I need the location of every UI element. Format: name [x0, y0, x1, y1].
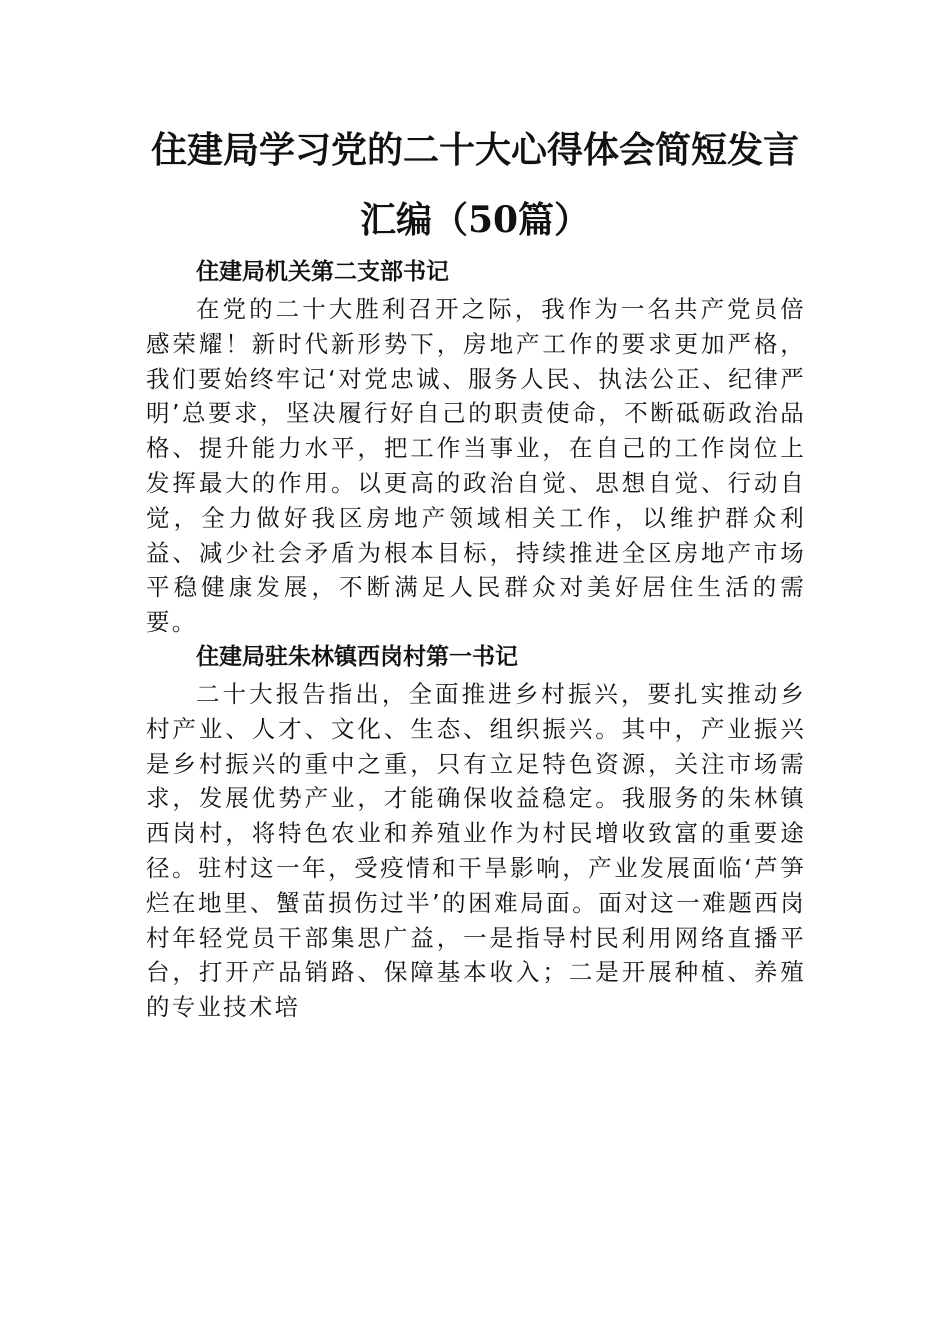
section-body-2: 二十大报告指出，全面推进乡村振兴，要扎实推动乡村产业、人才、文化、生态、组织振兴。其中，产业振兴是乡村振兴的重中之重，只有立足特色资源，关注市场需求，发展优势产业，才能确保收益稳定。我服务的朱林镇西岗村，将特色农业和养殖业作为村民增收致富的重要途径。驻村这一年，受疫情和干旱影响，产业发展面临‘芦笋烂在地里、蟹苗损伤过半’的困难局面。面对这一难题西岗村年轻党员干部集思广益，一是指导村民利用网络直播平台，打开产品销路、保障基本收入；二是开展种植、养殖的专业技术培: [146, 680, 806, 1022]
document-title-line-1: 住建局学习党的二十大心得体会简短发言: [150, 129, 799, 171]
document-title-line-2: 汇编（50篇）: [359, 199, 591, 241]
section-heading-2: 住建局驻朱林镇西岗村第一书记: [196, 644, 518, 670]
section-body-1: 在党的二十大胜利召开之际，我作为一名共产党员倍感荣耀！新时代新形势下，房地产工作的要求更加严格，我们要始终牢记‘对党忠诚、服务人民、执法公正、纪律严明’总要求，坚决履行好自己的职责使命，不断砥砺政治品格、提升能力水平，把工作当事业，在自己的工作岗位上发挥最大的作用。以更高的政治自觉、思想自觉、行动自觉，全力做好我区房地产领域相关工作，以维护群众利益、减少社会矛盾为根本目标，持续推进全区房地产市场平稳健康发展，不断满足人民群众对美好居住生活的需要。: [146, 295, 806, 637]
section-heading-1: 住建局机关第二支部书记: [196, 259, 449, 285]
